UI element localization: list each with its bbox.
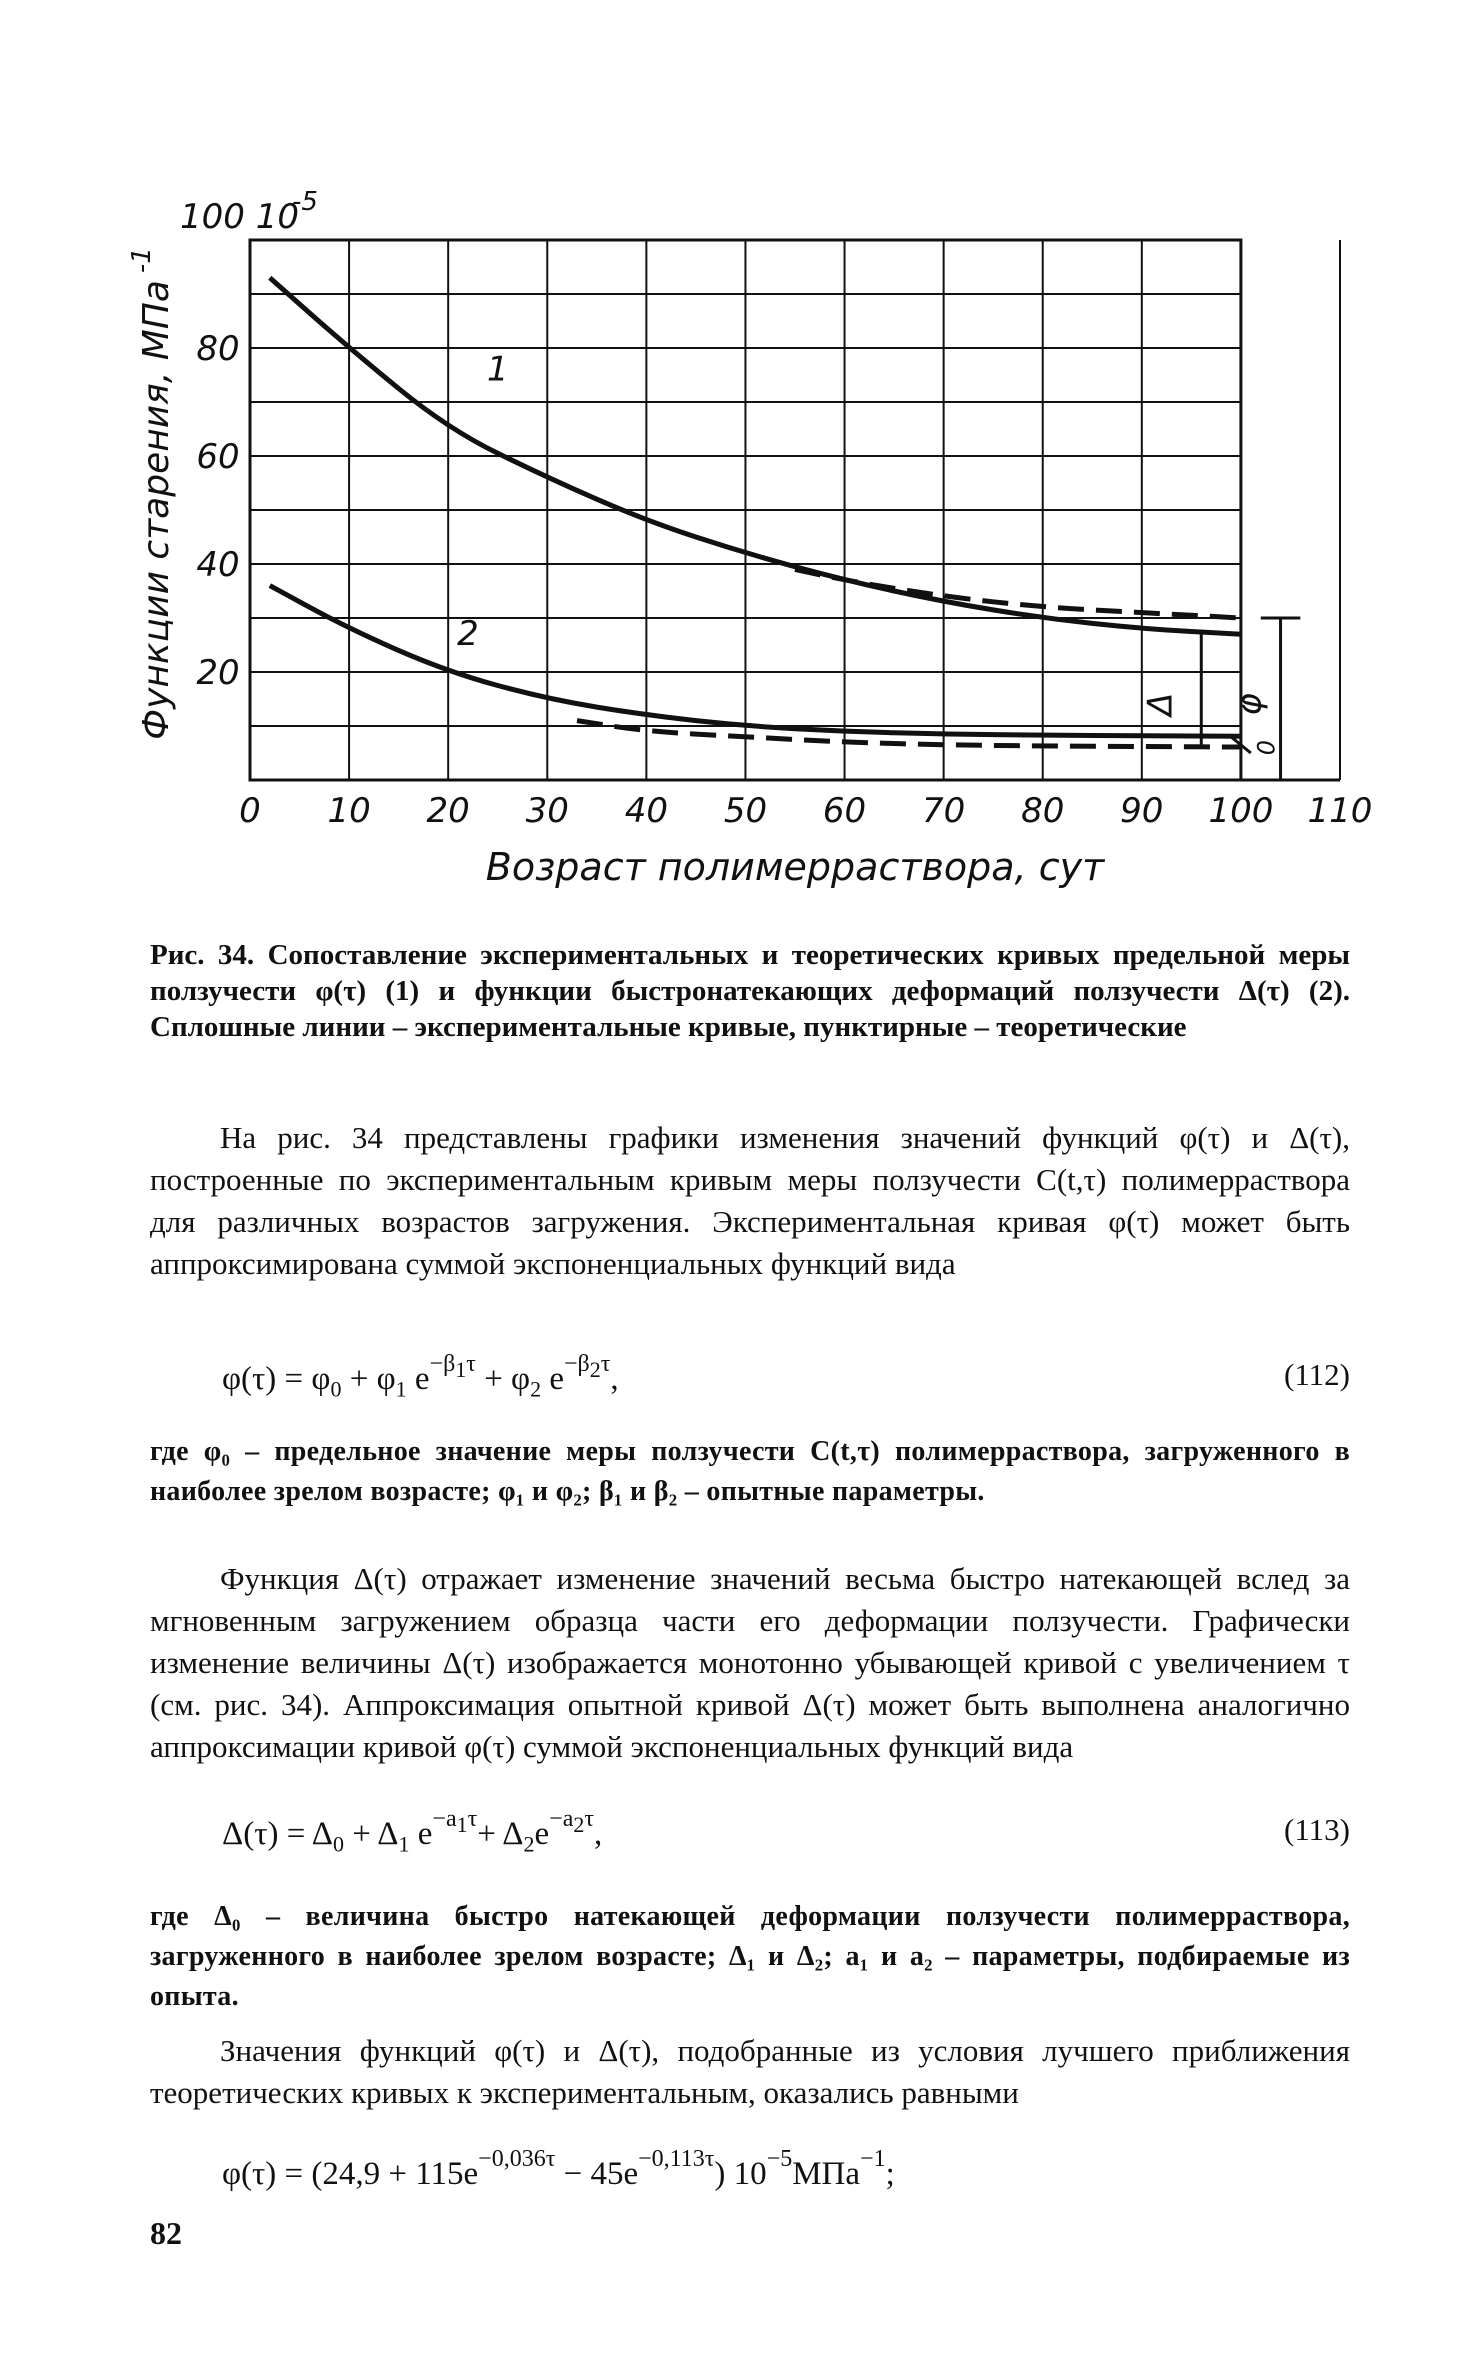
x-tick-label: 100 <box>1208 791 1274 831</box>
eq113-exp-sub: 2 <box>573 1811 585 1837</box>
x-tick-label: 80 <box>1021 791 1065 831</box>
y-multiplier: 100 10 <box>180 197 299 237</box>
eq112-exp-sub: 1 <box>455 1356 467 1382</box>
x-tick-label: 90 <box>1120 791 1164 831</box>
where-112: где φ₀ – предельное значение меры ползучести C(t,τ) полимерраствора, загруженного в наиболее зрелом возрасте; φ₁ и φ₂; β₁ и β₂ – опытные параметры. <box>150 1436 1350 1507</box>
paragraph-3-text: Значения функций φ(τ) и Δ(τ), подобранные из условия лучшего приближения теоретических кривых к экспериментальным, оказались равными <box>150 2033 1350 2110</box>
eq112-exp-part: τ <box>600 1351 611 1377</box>
y-axis-label-exp: -1 <box>127 247 157 274</box>
equation-112 <box>222 1345 1350 1405</box>
eq112-exp-sub: 2 <box>589 1356 601 1382</box>
x-tick-label: 30 <box>525 791 569 831</box>
equation-112-formula <box>222 1351 619 1403</box>
eq113-exp-part: τ <box>584 1806 595 1832</box>
phi0-label: φ <box>1229 693 1270 716</box>
eq113-exp-part: −a <box>432 1806 457 1832</box>
x-axis-label: Возраст полимерраствора, сут <box>485 845 1105 889</box>
y-tick-label: 60 <box>196 437 240 477</box>
chart-svg <box>0 0 1476 900</box>
chart-figure <box>0 0 1476 900</box>
curve-2-label: 2 <box>457 614 479 654</box>
equation-final-formula <box>222 2146 895 2193</box>
eq113-exp-part: −a <box>549 1806 574 1832</box>
x-tick-label: 0 <box>239 791 261 831</box>
eq113-exp-part: τ <box>467 1806 478 1832</box>
eq112-exp-part: τ <box>466 1351 476 1377</box>
eq112-sub: 1 <box>395 1376 407 1402</box>
x-tick-label: 20 <box>426 791 470 831</box>
paragraph-2 <box>150 1558 1350 1768</box>
eq113-sub: 0 <box>332 1831 344 1857</box>
eq113-exp-sub: 1 <box>456 1811 468 1837</box>
delta-label: Δ <box>1140 692 1181 717</box>
eq112-part: + φ <box>475 1361 531 1397</box>
eq112-sub: 0 <box>330 1376 342 1402</box>
eq113-exp <box>549 1806 595 1837</box>
eq113-sub: 1 <box>398 1831 410 1857</box>
equation-113-formula <box>222 1806 603 1858</box>
eq113-part: + Δ <box>477 1816 524 1852</box>
eqf-exp: −0,036τ <box>478 2146 556 2172</box>
eqf-part: φ(τ) = (24,9 + 115e <box>222 2156 479 2192</box>
phi0-sub: 0 <box>1252 739 1281 756</box>
y-tick-label: 40 <box>196 545 240 585</box>
paragraph-3 <box>150 2030 1350 2114</box>
eq112-part: φ(τ) = φ <box>222 1361 331 1397</box>
eq113-part: , <box>594 1816 603 1852</box>
caption-label: Рис. 34. <box>150 939 255 971</box>
eqf-part: МПа <box>792 2156 861 2192</box>
eqf-part: ; <box>885 2156 895 2192</box>
eq113-sub: 2 <box>523 1831 535 1857</box>
y-axis-label: Функции старения, МПа <box>136 280 177 740</box>
eq113-part: e <box>534 1816 550 1852</box>
y-multiplier-exp: -5 <box>292 187 318 217</box>
where-113: где Δ₀ – величина быстро натекающей деформации ползучести полимерраствора, загруженного в наиболее зрелом возрасте; Δ₁ и Δ₂; a₁ и a₂ – параметры, подбираемые из опыта. <box>150 1901 1350 2012</box>
eq113-exp <box>432 1806 478 1837</box>
x-tick-label: 70 <box>922 791 966 831</box>
equation-113 <box>222 1800 1350 1860</box>
eq112-part: , <box>610 1361 619 1397</box>
x-tick-label: 10 <box>327 791 371 831</box>
paragraph-1-text: На рис. 34 представлены графики изменения значений функций φ(τ) и Δ(τ), построенные по экспериментальным кривым меры ползучести C(t,τ) полимерраствора для различных возрастов загружения. Экспериментальная кривая φ(τ) может быть аппроксимирована суммой экспоненциальных функций вида <box>150 1120 1350 1281</box>
eq112-exp <box>429 1351 476 1382</box>
curve-1-label: 1 <box>486 349 509 390</box>
series-2-solid <box>270 586 1241 737</box>
eq112-part: e <box>406 1361 430 1397</box>
eq112-sub: 2 <box>530 1376 542 1402</box>
x-tick-label: 60 <box>822 791 867 831</box>
eqf-exp: −0,113τ <box>638 2146 715 2172</box>
x-tick-label: 50 <box>723 791 768 831</box>
eq112-part: + φ <box>341 1361 396 1397</box>
series-1-dashed <box>795 569 1241 618</box>
eq112-exp-part: −β <box>429 1351 456 1377</box>
eq113-part: + Δ <box>343 1816 399 1852</box>
eqf-part: − 45e <box>555 2156 639 2192</box>
equation-113-number: (113) <box>1284 1812 1350 1847</box>
paragraph-2-text: Функция Δ(τ) отражает изменение значений весьма быстро натекающей вслед за мгновенным загружением образца части его деформации ползучести. Графически изменение величины Δ(τ) изображается монотонно убывающей кривой с увеличением τ (см. рис. 34). Аппроксимация опытной кривой Δ(τ) может быть выполнена аналогично аппроксимации кривой φ(τ) суммой экспоненциальных функций вида <box>150 1561 1350 1764</box>
page-number: 82 <box>150 2215 182 2251</box>
y-tick-label: 20 <box>196 653 240 693</box>
eq112-exp <box>564 1351 611 1382</box>
eq112-exp-part: −β <box>564 1351 590 1377</box>
eq113-part: e <box>409 1816 433 1852</box>
eq112-part: e <box>541 1361 565 1397</box>
eqf-exp: −1 <box>860 2146 886 2172</box>
paragraph-1 <box>150 1117 1350 1285</box>
eqf-exp: −5 <box>766 2146 793 2172</box>
y-tick-label: 80 <box>196 329 240 369</box>
eq113-part: Δ(τ) = Δ <box>222 1816 333 1852</box>
equation-final <box>222 2140 1350 2200</box>
x-tick-label: 40 <box>624 791 668 831</box>
caption-text: Сопоставление экспериментальных и теоретических кривых предельной меры ползучести φ(τ) (1) и функции быстронатекающих деформаций ползучести Δ(τ) (2). Сплошные линии – экспериментальные кривые, пунктирные – теоретические <box>150 939 1350 1043</box>
figure-caption <box>150 937 1350 1045</box>
x-tick-label: 110 <box>1307 791 1373 831</box>
equation-112-number: (112) <box>1284 1357 1350 1392</box>
eqf-part: ) 10 <box>714 2156 767 2192</box>
